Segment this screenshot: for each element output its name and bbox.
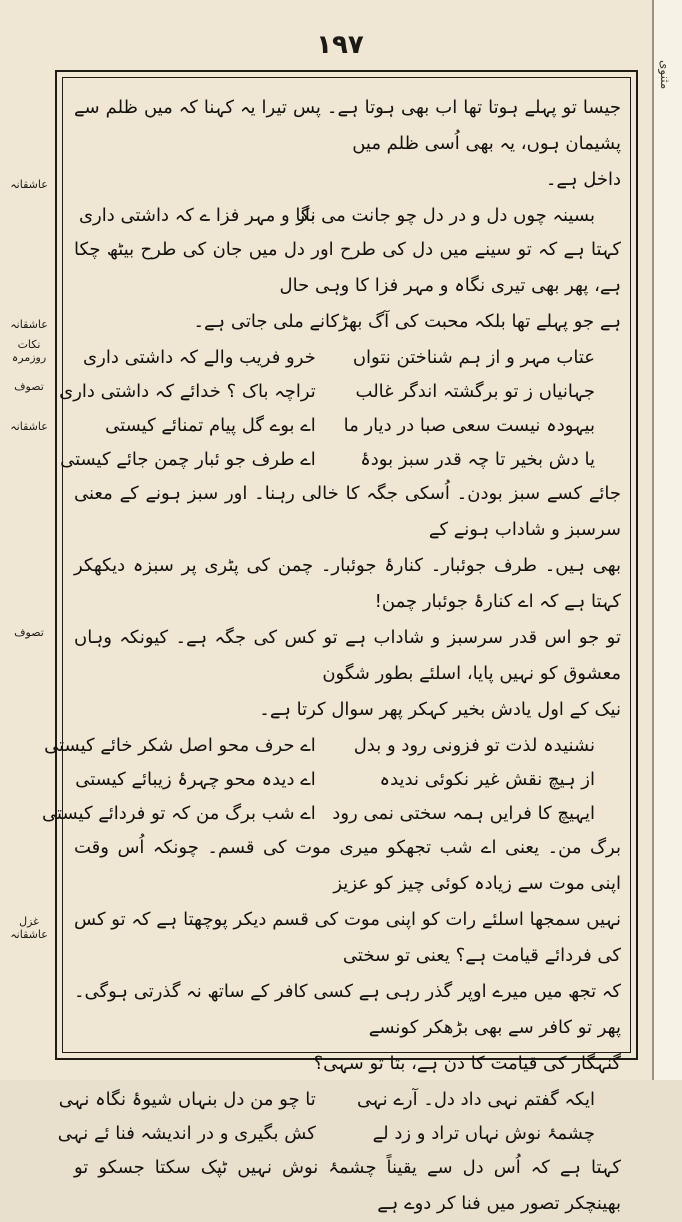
verse-second-hemistich: اے طرف جو ئبار چمن جائے کیستی (60, 449, 316, 470)
verse-couplet (70, 198, 625, 232)
prose-line: برگ من۔ یعنی اے شب تجھکو میری موت کی قسم۔ چونکہ اُس وقت اپنی موت سے زیادہ کوئی چیز کو عزیز (74, 837, 621, 894)
verse-second-hemistich: تراچہ باک ؟ خدائے کہ داشتی داری (59, 381, 316, 402)
margin-note: نکات روزمرہ (11, 338, 47, 364)
verse-second-hemistich: خرو فریب والے کہ داشتی داری (83, 347, 316, 368)
prose-line: کہتا ہے کہ اُس دل سے یقیناً چشمۂ نوش نہیں ٹپک سکتا جسکو تو بھینچکر تصور میں فنا کر دوے ہے (74, 1157, 621, 1214)
verse-first-hemistich: بیہودہ نیست سعی صبا در دیار ما (343, 415, 595, 436)
adjacent-page-text: مثنوی (658, 60, 672, 90)
verse-first-hemistich: بسینہ چوں دل و در دل چو جانت می باز (296, 205, 595, 226)
margin-note: تصوف (14, 380, 44, 393)
prose-paragraph (74, 830, 621, 1082)
verse-first-hemistich: یا دش بخیر تا چہ قدر سبز بودۂ (360, 449, 595, 470)
verse-second-hemistich: اے دیدہ محو چہرۂ زیبائے کیستی (75, 769, 316, 790)
verse-couplet (70, 408, 625, 442)
verse-second-hemistich: نگا و مہر فزا ے کہ داشتی داری (78, 205, 316, 226)
verse-couplet (44, 728, 625, 762)
prose-line: جائے کسے سبز بودن۔ اُسکی جگہ کا خالی رہنا۔ اور سبز ہونے کے معنی سرسبز و شاداب ہونے کے (74, 483, 621, 540)
prose-line: کہ تجھ میں میرے اوپر گذر رہی ہے کسی کافر کے ساتھ نہ گذرتی ہوگی۔ پھر تو کافر سے بھی بڑھکر کونسے (74, 981, 621, 1038)
verse-couplet (57, 1116, 625, 1150)
page-body (42, 90, 625, 1222)
prose-line: گنہگار کی قیامت کا دن ہے، بتا تو سہی؟ (313, 1053, 621, 1074)
verse-second-hemistich: کش بگیری و در اندیشہ فنا ئے نہی (57, 1123, 316, 1144)
prose-line: نہیں سمجھا اسلئے رات کو اپنی موت کی قسم دیکر پوچھتا ہے کہ تو کس کی فردائے قیامت ہے؟ یعنی تو سختی (74, 909, 621, 966)
verse-first-hemistich: ایہیچ کا فرایں ہمہ سختی نمی رود (332, 803, 595, 824)
margin-note: عاشقانہ (10, 318, 48, 331)
verse-second-hemistich: اے شب برگ من کہ تو فردائے کیستی (42, 803, 316, 824)
prose-paragraph (74, 476, 621, 728)
margin-note: غزل عاشقانہ (10, 915, 48, 941)
verse-second-hemistich: اے حرف محو اصل شکر خائے کیستی (44, 735, 316, 756)
verse-first-hemistich: جہانیاں ز تو برگشتہ اندگر غالب (355, 381, 595, 402)
prose-line: نیک کے اول یادش بخیر کہکر پھر سوال کرتا ہے۔ (259, 699, 621, 720)
adjacent-page-edge (652, 0, 682, 1080)
verse-couplet (60, 442, 625, 476)
verse-couplet (59, 374, 625, 408)
prose-line: بھی ہیں۔ طرف جوئبار۔ کنارۂ جوئبار۔ چمن کی پٹری پر سبزہ دیکھکر کہتا ہے کہ اے کنارۂ جوئبار چمن! (74, 555, 621, 612)
margin-note: تصوف (14, 626, 44, 639)
page-number: ١٩٧ (316, 30, 364, 60)
verse-second-hemistich: اے بوے گل پیام تمنائے کیستی (105, 415, 316, 436)
verse-first-hemistich: عتاب مہر و از ہم شناختن نتواں (352, 347, 595, 368)
prose-line: داخل ہے۔ (545, 169, 621, 190)
verse-couplet (42, 796, 625, 830)
verse-second-hemistich: تا چو من دل بنہاں شیوۂ نگاہ نہی (58, 1089, 316, 1110)
prose-line: جیسا تو پہلے ہوتا تھا اب بھی ہوتا ہے۔ پس تیرا یہ کہنا کہ میں ظلم سے پشیمان ہوں، یہ بھی اُسی ظلم میں (74, 97, 621, 154)
margin-note: عاشقانہ (10, 420, 48, 433)
prose-paragraph (74, 90, 621, 198)
verse-first-hemistich: چشمۂ نوش نہاں تراد و زد لے (372, 1123, 595, 1144)
prose-paragraph (74, 232, 621, 340)
verse-first-hemistich: ایکہ گفتم نہی داد دل۔ آرے نہی (357, 1089, 595, 1110)
prose-line: کہتا ہے کہ تو سینے میں دل کی طرح اور دل میں جان کی طرح بیٹھ چکا ہے، پھر بھی تیری نگاہ و مہر فزا کا وہی حال (74, 239, 621, 296)
verse-first-hemistich: از ہیچ نقش غیر نکوئی ندیدہ (379, 769, 595, 790)
prose-paragraph (74, 1150, 621, 1222)
verse-couplet (70, 340, 625, 374)
verse-first-hemistich: نشنیدہ لذت تو فزونی رود و بدل (353, 735, 595, 756)
prose-line: ہے جو پہلے تھا بلکہ محبت کی آگ بھڑکانے ملی جاتی ہے۔ (193, 311, 621, 332)
verse-couplet (58, 1082, 625, 1116)
margin-note: عاشقانہ (10, 178, 48, 191)
verse-couplet (70, 762, 625, 796)
margin-notes (0, 0, 58, 1080)
prose-line: تو جو اس قدر سرسبز و شاداب ہے تو کس کی جگہ ہے۔ کیونکہ وہاں معشوق کو نہیں پایا، اسلئے بطور شگون (74, 627, 621, 684)
